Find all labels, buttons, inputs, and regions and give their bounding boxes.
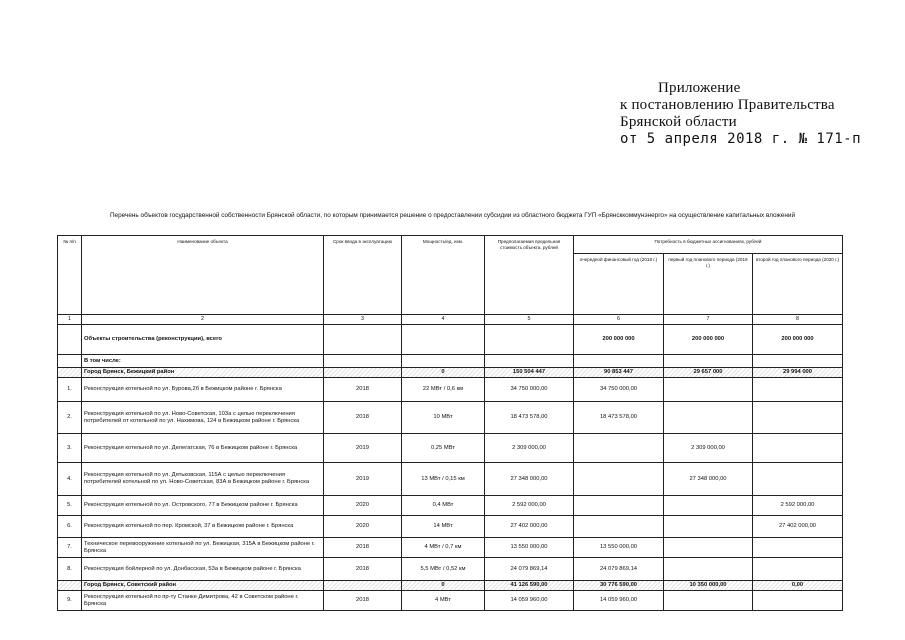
group-capacity: 0	[402, 581, 485, 591]
group-2019: 10 350 000,00	[664, 581, 753, 591]
row-capacity: 22 МВт / 0,6 км	[402, 378, 485, 402]
row-2018: 14 059 960,00	[574, 591, 664, 611]
row-num: 8.	[58, 558, 82, 581]
row-2020: 2 592 000,00	[753, 496, 843, 516]
group-2018: 90 853 447	[574, 368, 664, 378]
row-name: Реконструкция котельной по ул. Дятьковская, 115А с целью переключения потребителей котельной по ул. Ново-Советская, 83А в Бежицком районе г. Брянска	[82, 463, 324, 496]
header-need: Потребность в бюджетных ассигнованиях, рублей	[574, 236, 843, 254]
header-num: № п/п	[58, 236, 82, 315]
row-capacity: 0,25 МВт	[402, 434, 485, 463]
row-2019	[664, 378, 753, 402]
document-title: Перечень объектов государственной собственности Брянской области, по которым принимается решение о предоставлении субсидии из областного бюджета ГУП «Брянсккоммунэнерго» на осуществление капитальных вложений	[109, 212, 796, 219]
row-cost: 18 473 578,00	[485, 402, 574, 434]
table-row	[58, 378, 843, 402]
row-num: 3.	[58, 434, 82, 463]
group-row	[58, 368, 843, 378]
row-2019	[664, 496, 753, 516]
header-2020: второй год планового периода (2020 г.)	[753, 254, 843, 315]
objects-table	[57, 235, 843, 611]
row-name: Реконструкция котельной по пр-ту Станке Димитрова, 42 в Советском районе г. Брянска	[82, 591, 324, 611]
table-row	[58, 434, 843, 463]
row-2019	[664, 516, 753, 538]
total-name: Объекты строительства (реконструкции), всего	[82, 325, 324, 355]
group-cost: 150 504 447	[485, 368, 574, 378]
row-num: 9.	[58, 591, 82, 611]
row-2020	[753, 402, 843, 434]
group-2018: 30 776 590,00	[574, 581, 664, 591]
group-row	[58, 581, 843, 591]
row-capacity: 10 МВт	[402, 402, 485, 434]
appendix-header	[620, 80, 890, 148]
group-name: Город Брянск, Советский район	[82, 581, 324, 591]
appendix-region: Брянской области	[620, 114, 737, 130]
row-capacity: 5,5 МВт / 0,52 км	[402, 558, 485, 581]
row-2019	[664, 538, 753, 558]
header-row	[58, 236, 843, 254]
table-row	[58, 591, 843, 611]
row-term: 2018	[324, 538, 402, 558]
appendix-date-number: от 5 апреля 2018 г. № 171-п	[620, 131, 862, 147]
row-name: Реконструкция котельной по ул. Делегатская, 76 в Бежицком районе г. Брянска	[82, 434, 324, 463]
row-2018: 24 079 869,14	[574, 558, 664, 581]
row-name: Реконструкция котельной по ул. Ново-Советская, 103а с целью переключения потребителей от котельной по ул. Нахимова, 124 в Бежицком районе г. Брянска	[82, 402, 324, 434]
row-num: 5.	[58, 496, 82, 516]
group-2020: 29 994 000	[753, 368, 843, 378]
row-num: 2.	[58, 402, 82, 434]
colnum: 5	[485, 315, 574, 325]
header-2019: первый год планового периода (2019 г.)	[664, 254, 753, 315]
total-2018: 200 000 000	[574, 325, 664, 355]
header-capacity: Мощность/ед. изм.	[402, 236, 485, 315]
table-row	[58, 558, 843, 581]
including-label: В том числе:	[82, 355, 324, 368]
row-2019	[664, 558, 753, 581]
row-name: Реконструкция котельной по ул. Островского, 77 в Бежицком районе г. Брянска	[82, 496, 324, 516]
row-2019: 27 348 000,00	[664, 463, 753, 496]
row-2018	[574, 516, 664, 538]
row-name: Техническое перевооружение котельной по ул. Бежицкая, 315А в Бежицком районе г. Брянска	[82, 538, 324, 558]
appendix-label: Приложение	[658, 80, 741, 96]
column-numbers-row	[58, 315, 843, 325]
appendix-resolution: к постановлению Правительства	[620, 97, 835, 113]
header-2018: очередной финансовый год (2018 г.)	[574, 254, 664, 315]
row-2020	[753, 558, 843, 581]
row-name: Реконструкция бойлерной по ул. Донбасская, 53а в Бежицком районе г. Брянска	[82, 558, 324, 581]
row-cost: 2 592 000,00	[485, 496, 574, 516]
row-2019: 2 309 000,00	[664, 434, 753, 463]
row-name: Реконструкция котельной по ул. Бурова,2б в Бежицком районе г. Брянска	[82, 378, 324, 402]
group-2019: 29 657 000	[664, 368, 753, 378]
row-term: 2018	[324, 591, 402, 611]
row-term: 2018	[324, 378, 402, 402]
row-2018: 13 550 000,00	[574, 538, 664, 558]
group-2020: 0,00	[753, 581, 843, 591]
header-name: Наименование объекта	[82, 236, 324, 315]
colnum: 2	[82, 315, 324, 325]
table-row	[58, 463, 843, 496]
colnum: 3	[324, 315, 402, 325]
colnum: 8	[753, 315, 843, 325]
row-cost: 27 402 000,00	[485, 516, 574, 538]
row-2018	[574, 434, 664, 463]
colnum: 1	[58, 315, 82, 325]
table-row	[58, 538, 843, 558]
colnum: 4	[402, 315, 485, 325]
row-capacity: 4 МВт / 0,7 км	[402, 538, 485, 558]
row-term: 2019	[324, 463, 402, 496]
row-num: 1.	[58, 378, 82, 402]
total-2019: 200 000 000	[664, 325, 753, 355]
row-term: 2018	[324, 402, 402, 434]
row-capacity: 13 МВт / 0,15 км	[402, 463, 485, 496]
header-term: Срок ввода в эксплуатацию	[324, 236, 402, 315]
row-capacity: 14 МВт	[402, 516, 485, 538]
row-cost: 2 309 000,00	[485, 434, 574, 463]
colnum: 6	[574, 315, 664, 325]
row-2018: 18 473 578,00	[574, 402, 664, 434]
colnum: 7	[664, 315, 753, 325]
row-cost: 14 059 960,00	[485, 591, 574, 611]
row-capacity: 4 МВт	[402, 591, 485, 611]
row-2020	[753, 378, 843, 402]
total-row	[58, 325, 843, 355]
row-2020: 27 402 000,00	[753, 516, 843, 538]
row-2018	[574, 496, 664, 516]
row-2020	[753, 538, 843, 558]
row-capacity: 0,4 МВт	[402, 496, 485, 516]
group-capacity: 0	[402, 368, 485, 378]
row-2018	[574, 463, 664, 496]
row-cost: 34 750 000,00	[485, 378, 574, 402]
including-row	[58, 355, 843, 368]
row-num: 4.	[58, 463, 82, 496]
table-row	[58, 516, 843, 538]
total-2020: 200 000 000	[753, 325, 843, 355]
row-2020	[753, 591, 843, 611]
row-term: 2019	[324, 434, 402, 463]
group-name: Город Брянск, Бежицкий район	[82, 368, 324, 378]
row-cost: 24 079 869,14	[485, 558, 574, 581]
row-term: 2020	[324, 496, 402, 516]
table-row	[58, 496, 843, 516]
header-cost: Предполагаемая предельная стоимость объекта, рублей	[485, 236, 574, 315]
row-2018: 34 750 000,00	[574, 378, 664, 402]
table-row	[58, 402, 843, 434]
row-num: 7.	[58, 538, 82, 558]
row-cost: 27 348 000,00	[485, 463, 574, 496]
row-term: 2020	[324, 516, 402, 538]
row-num: 6.	[58, 516, 82, 538]
row-2020	[753, 463, 843, 496]
row-2019	[664, 402, 753, 434]
row-term: 2018	[324, 558, 402, 581]
row-name: Реконструкция котельной по пер. Кромской, 37 в Бежицком районе г. Брянска	[82, 516, 324, 538]
row-2020	[753, 434, 843, 463]
row-cost: 13 550 000,00	[485, 538, 574, 558]
group-cost: 41 126 590,00	[485, 581, 574, 591]
row-2019	[664, 591, 753, 611]
